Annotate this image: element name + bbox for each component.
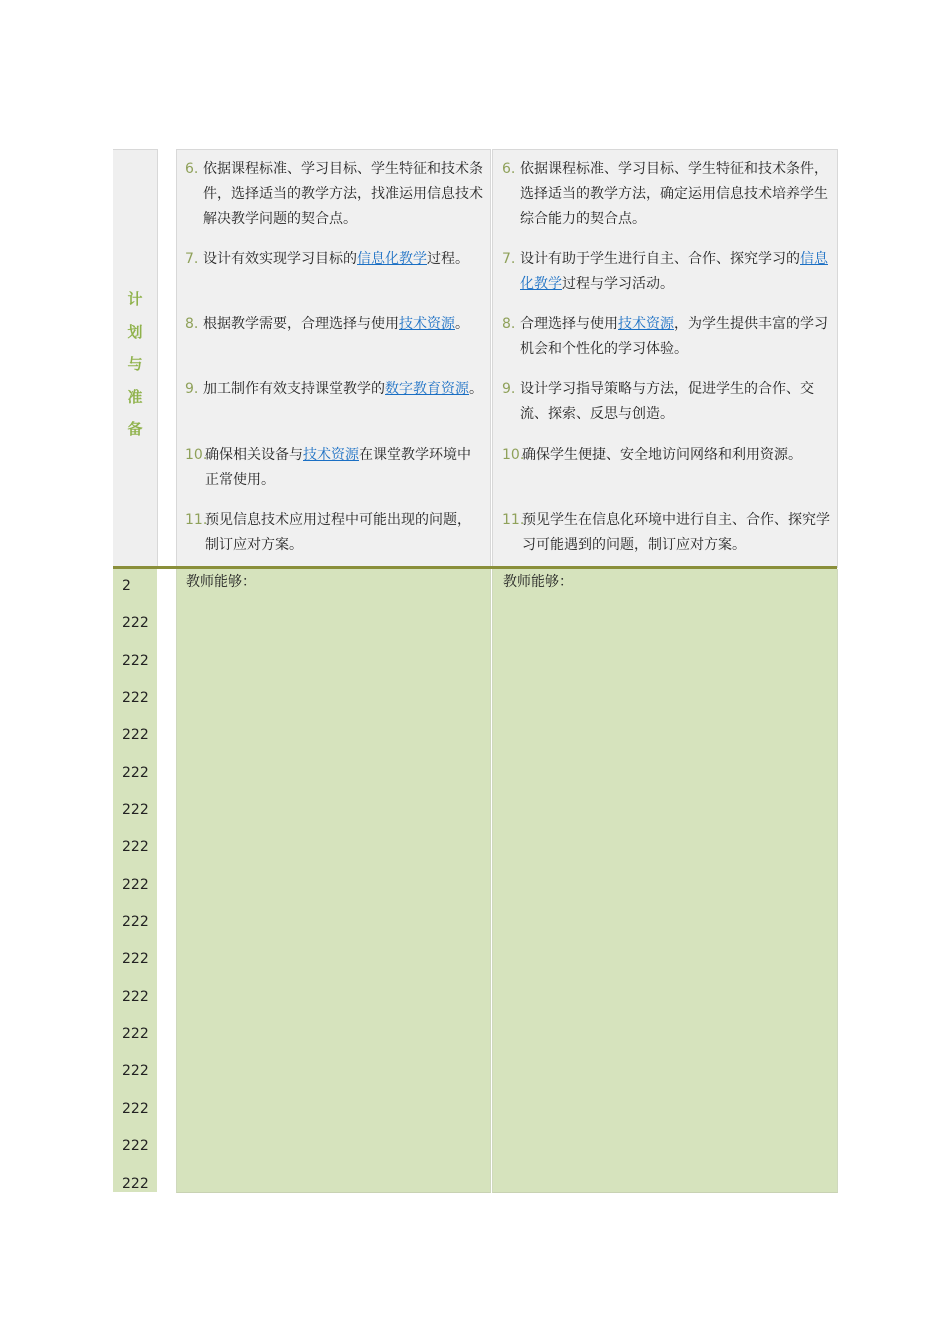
item-text: 设计有助于学生进行自主、合作、探究学习的: [520, 251, 800, 267]
section-label-char: 与: [127, 355, 143, 373]
list-item: [502, 157, 832, 232]
list-item: [185, 157, 483, 232]
item-number: 6.: [185, 161, 199, 177]
item-text: 依据课程标准、学习目标、学生特征和技术条件，选择适当的教学方法，确定运用信息技术培养学生综合能力的契合点。: [520, 161, 828, 227]
section-label-char: 备: [127, 420, 143, 438]
row-number: 222: [122, 1026, 149, 1043]
item-number: 9.: [185, 381, 199, 397]
item-text: 确保相关设备与: [205, 447, 303, 463]
section-label-char: 划: [127, 322, 143, 341]
list-item: [185, 312, 483, 337]
row-number: 222: [122, 802, 149, 819]
list-item: [502, 312, 832, 362]
item-text: 确保学生便捷、安全地访问网络和利用资源。: [522, 447, 802, 463]
item-number: 10.: [502, 447, 525, 463]
item-number: 8.: [185, 316, 199, 332]
term-link[interactable]: 信息化教学: [357, 251, 427, 267]
item-text: ，为学生提供丰富的学习机会和个性化的学习体验。: [520, 316, 828, 357]
item-number: 7.: [185, 251, 199, 267]
green-right-cell: [492, 569, 838, 1193]
list-item: [185, 247, 483, 272]
term-link[interactable]: 技术资源: [399, 316, 455, 332]
item-text: 预见信息技术应用过程中可能出现的问题，制订应对方案。: [205, 512, 471, 553]
row-number: 222: [122, 727, 149, 744]
item-number: 11.: [502, 512, 525, 528]
row-number: 222: [122, 951, 149, 968]
list-item: [185, 508, 483, 558]
row-number: 2: [122, 578, 131, 594]
item-text: 加工制作有效支持课堂教学的: [203, 381, 385, 397]
list-item: [502, 377, 832, 427]
section-label-char: 准: [127, 387, 143, 406]
row-number: 222: [122, 1100, 149, 1117]
item-number: 6.: [502, 161, 516, 177]
term-link[interactable]: 技术资源: [618, 316, 674, 332]
item-text: 设计学习指导策略与方法，促进学生的合作、交流、探索、反思与创造。: [520, 381, 814, 422]
row-number: 222: [122, 652, 149, 669]
item-text: 预见学生在信息化环境中进行自主、合作、探究学习可能遇到的问题，制订应对方案。: [522, 512, 830, 553]
item-text: 过程。: [427, 251, 469, 267]
item-text: 依据课程标准、学习目标、学生特征和技术条件，选择适当的教学方法，找准运用信息技术解决教学问题的契合点。: [203, 161, 483, 227]
green-left-cell: [176, 569, 491, 1193]
row-number: 222: [122, 1175, 149, 1192]
item-number: 8.: [502, 316, 516, 332]
row-number: 222: [122, 764, 149, 781]
section-label-char: 计: [127, 290, 143, 308]
item-text: 根据教学需要，合理选择与使用: [203, 316, 399, 332]
list-item: [185, 443, 483, 493]
row-number: 222: [122, 690, 149, 707]
row-number: 222: [122, 988, 149, 1005]
term-link[interactable]: 数字教育资源: [385, 381, 469, 397]
item-text: 在课堂教学环境中正常使用。: [205, 447, 471, 488]
item-text: 。: [469, 381, 483, 397]
row-number: 222: [122, 839, 149, 856]
item-number: 7.: [502, 251, 516, 267]
row-number: 222: [122, 615, 149, 632]
right-lead-text: 教师能够：: [503, 574, 573, 590]
spacer-column: [158, 149, 175, 567]
list-item: [502, 508, 832, 558]
row-number-column: [122, 568, 149, 1203]
item-text: 过程与学习活动。: [562, 276, 674, 292]
list-item: [502, 443, 832, 468]
row-number: 222: [122, 1063, 149, 1080]
item-number: 9.: [502, 381, 516, 397]
item-text: 。: [455, 316, 469, 332]
row-number: 222: [122, 1138, 149, 1155]
row-number: 222: [122, 876, 149, 893]
list-item: [185, 377, 483, 402]
item-text: 合理选择与使用: [520, 316, 618, 332]
term-link[interactable]: 技术资源: [303, 447, 359, 463]
term-link[interactable]: 信息化教学: [520, 251, 828, 292]
list-item: [502, 247, 832, 297]
section-vertical-label: [113, 283, 157, 446]
item-number: 11.: [185, 512, 208, 528]
green-spacer-column: [158, 569, 175, 1192]
row-number: 222: [122, 914, 149, 931]
item-number: 10.: [185, 447, 208, 463]
left-lead-text: 教师能够：: [186, 574, 256, 590]
item-text: 设计有效实现学习目标的: [203, 251, 357, 267]
